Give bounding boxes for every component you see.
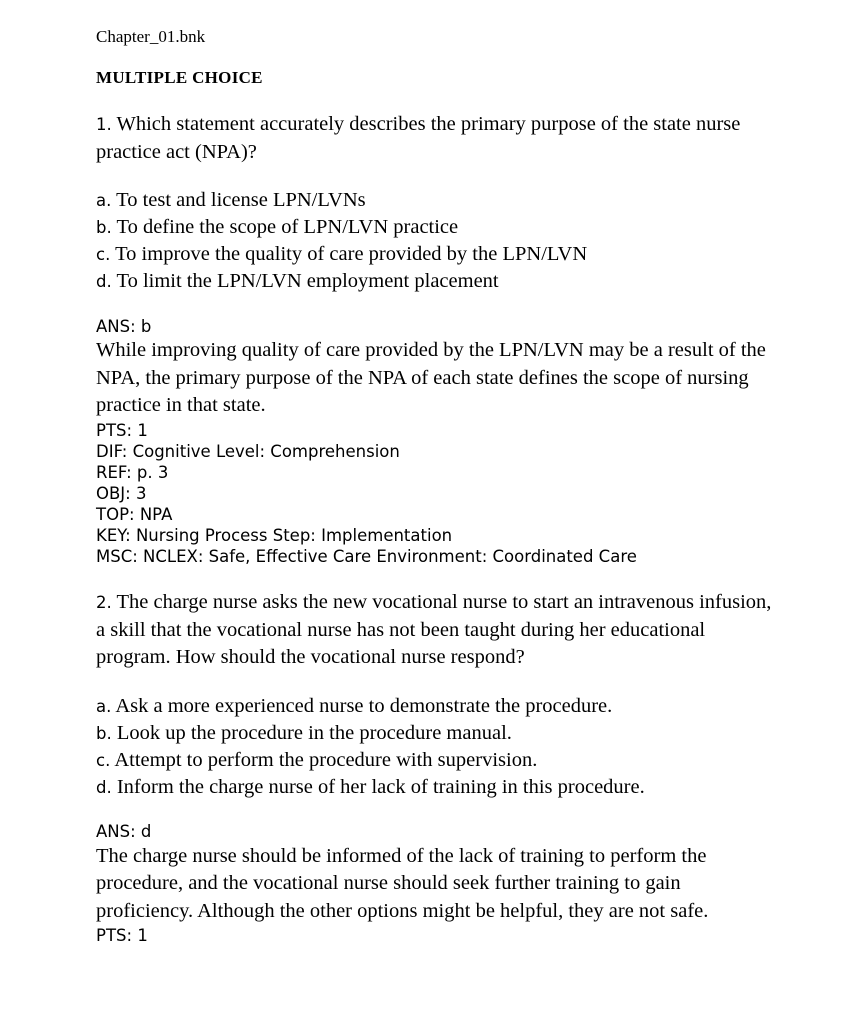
meta-top	[96, 504, 775, 525]
option-text: To improve the quality of care provided by the LPN/LVN	[115, 243, 588, 266]
meta-label: OBJ:	[96, 484, 131, 504]
metadata-block	[96, 925, 775, 946]
option-letter: c.	[96, 245, 111, 265]
option-letter: b.	[96, 723, 112, 743]
meta-label: KEY:	[96, 526, 131, 546]
section-heading: MULTIPLE CHOICE	[96, 68, 263, 88]
meta-label: DIF:	[96, 441, 128, 461]
meta-pts	[96, 925, 775, 946]
option-text: Attempt to perform the procedure with supervision.	[114, 748, 538, 771]
option-d	[96, 268, 775, 295]
option-b	[96, 214, 775, 241]
question-block-1	[96, 111, 775, 567]
option-text: Look up the procedure in the procedure manual.	[116, 721, 512, 744]
answer-value: d	[140, 822, 152, 842]
answer-line	[96, 316, 775, 338]
option-a	[96, 187, 775, 214]
meta-value: NPA	[139, 505, 173, 525]
meta-label: REF:	[96, 462, 132, 482]
option-letter: d.	[96, 778, 112, 797]
option-letter: a.	[96, 191, 112, 211]
question-stem	[96, 589, 775, 671]
meta-value: p. 3	[136, 462, 169, 482]
question-number: 1.	[96, 115, 112, 135]
document-filename: Chapter_01.bnk	[96, 27, 206, 46]
option-text: Ask a more experienced nurse to demonstrate the procedure.	[115, 694, 613, 717]
option-letter: a.	[96, 696, 112, 716]
question-number: 2.	[96, 593, 112, 613]
meta-value: Nursing Process Step: Implementation	[135, 526, 453, 546]
option-c	[96, 747, 775, 774]
answer-label: ANS:	[96, 822, 136, 842]
question-block-2	[96, 589, 775, 946]
meta-label: PTS:	[96, 420, 133, 440]
metadata-block	[96, 420, 775, 568]
option-c	[96, 241, 775, 268]
option-a	[96, 693, 775, 720]
meta-msc	[96, 546, 775, 567]
options-list	[96, 693, 775, 801]
meta-label: PTS:	[96, 926, 133, 946]
option-text: Inform the charge nurse of her lack of training in this procedure.	[116, 776, 645, 798]
question-stem	[96, 111, 775, 166]
meta-ref	[96, 462, 775, 483]
rationale-text: While improving quality of care provided by the LPN/LVN may be a result of the NPA, the primary purpose of the NPA of each state defines the scope of nursing practice in that state.	[96, 339, 766, 417]
meta-key	[96, 525, 775, 546]
answer-line	[96, 821, 775, 843]
meta-value: Cognitive Level: Comprehension	[132, 441, 400, 461]
options-list	[96, 187, 775, 295]
question-text: The charge nurse asks the new vocational nurse to start an intravenous infusion, a skill that the vocational nurse has not been taught during her educational program. How should the vocational nurse respond?	[96, 591, 772, 669]
option-d	[96, 774, 775, 801]
meta-label: MSC:	[96, 547, 138, 567]
option-letter: d.	[96, 272, 112, 292]
option-letter: c.	[96, 750, 111, 770]
meta-pts	[96, 420, 775, 441]
answer-value: b	[140, 316, 152, 336]
meta-value: NCLEX: Safe, Effective Care Environment: Coordinated Care	[143, 547, 637, 567]
meta-obj	[96, 483, 775, 504]
option-text: To test and license LPN/LVNs	[116, 189, 366, 212]
option-text: To define the scope of LPN/LVN practice	[116, 216, 459, 239]
meta-value: 3	[135, 484, 147, 504]
meta-label: TOP:	[96, 505, 135, 525]
option-b	[96, 720, 775, 747]
rationale-text: The charge nurse should be informed of the lack of training to perform the procedure, and the vocational nurse should seek further training to gain proficiency. Although the other options might be helpful, they are not safe.	[96, 844, 709, 922]
meta-value: 1	[137, 926, 148, 946]
meta-dif	[96, 441, 775, 462]
option-letter: b.	[96, 218, 112, 238]
question-text: Which statement accurately describes the primary purpose of the state nurse practice act (NPA)?	[96, 113, 741, 163]
answer-label: ANS:	[96, 316, 136, 336]
meta-value: 1	[137, 420, 148, 440]
option-text: To limit the LPN/LVN employment placement	[116, 270, 499, 293]
